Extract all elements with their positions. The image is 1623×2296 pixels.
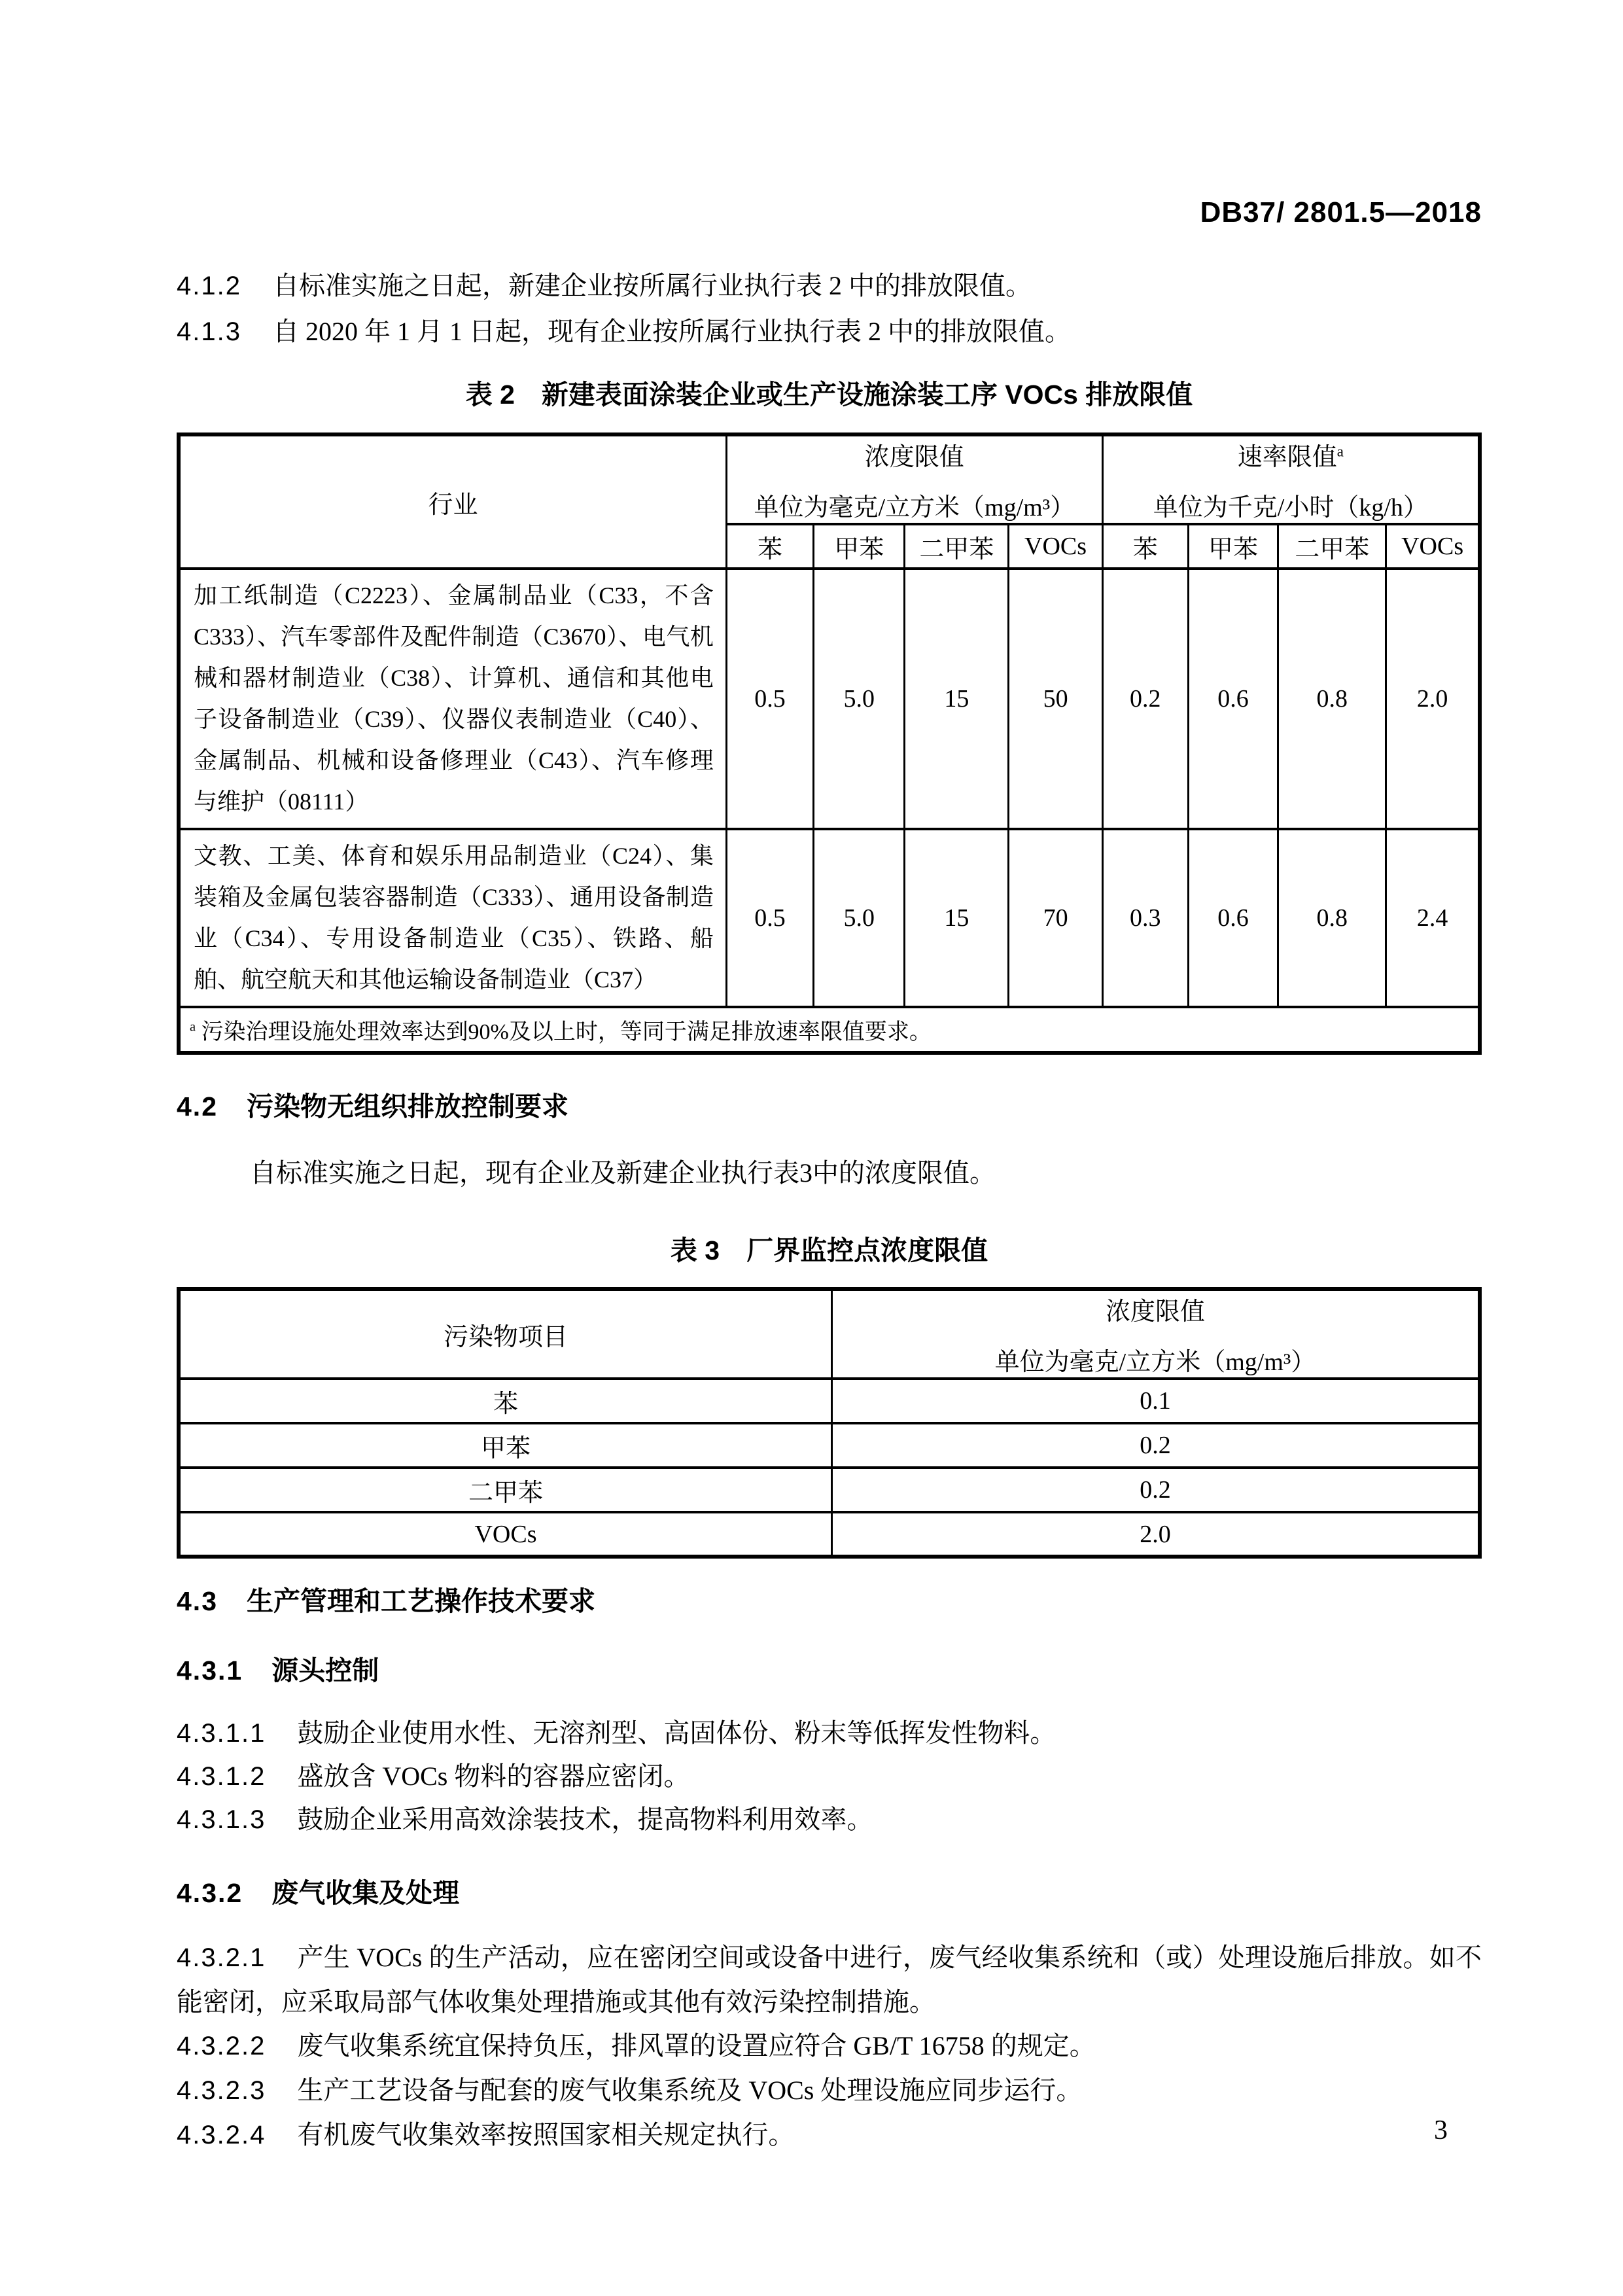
pollutant-cell: 甲苯: [179, 1423, 831, 1468]
column-header: VOCs: [1386, 524, 1480, 569]
clause-text: 盛放含 VOCs 物料的容器应密闭。: [297, 1761, 690, 1791]
table-2-rate-header: [1102, 434, 1480, 524]
table-3-header-row: [179, 1289, 1480, 1379]
column-header: 甲苯: [1188, 524, 1278, 569]
clause-number: 4.1.2: [177, 272, 241, 300]
section-title: 生产管理和工艺操作技术要求: [247, 1586, 595, 1616]
table-2: [177, 433, 1482, 1055]
table-2-industry-header: 行业: [179, 434, 726, 569]
rate-title: 速率限值$^a$: [1237, 443, 1344, 471]
clause-4-3-2-1: [177, 1935, 1482, 2024]
value-cell: 0.1: [831, 1379, 1480, 1423]
section-title: 废气收集及处理: [271, 1878, 460, 1908]
table-2-footnote: [179, 1007, 1480, 1053]
table-row: [179, 1468, 1480, 1512]
clause-number: 4.3.2.4: [177, 2121, 266, 2149]
value-cell: 0.6: [1188, 829, 1278, 1007]
section-number: 4.3.1: [177, 1655, 243, 1686]
column-header: VOCs: [1009, 524, 1102, 569]
table-row: [179, 829, 1480, 1007]
clause-4-1-3: [177, 309, 1482, 355]
value-cell: 0.8: [1278, 829, 1386, 1007]
table-row: [179, 569, 1480, 829]
table-row: [179, 1379, 1480, 1423]
clause-text: 有机废气收集效率按照国家相关规定执行。: [297, 2120, 795, 2149]
limit-title: 浓度限值: [1105, 1298, 1205, 1326]
clause-text: 鼓励企业采用高效涂装技术，提高物料利用效率。: [297, 1805, 873, 1834]
rate-footnote-mark: a: [1336, 443, 1344, 460]
section-number: 4.3.2: [177, 1878, 243, 1908]
table-row: [179, 1512, 1480, 1557]
clause-number: 4.1.3: [177, 317, 241, 346]
value-cell: 0.2: [831, 1468, 1480, 1512]
value-cell: 15: [905, 829, 1009, 1007]
column-header: 苯: [726, 524, 813, 569]
clause-text: 生产工艺设备与配套的废气收集系统及 VOCs 处理设施应同步运行。: [297, 2075, 1083, 2105]
section-number: 4.3: [177, 1586, 218, 1616]
clause-4-3-2-2: [177, 2024, 1482, 2068]
limit-column-header: [831, 1289, 1480, 1379]
industry-cell: 文教、工美、体育和娱乐用品制造业（C24）、集装箱及金属包装容器制造（C333）、通用设备制造业（C34）、专用设备制造业（C35）、铁路、船舶、航空航天和其他运输设备制造业（C37）: [179, 829, 726, 1007]
value-cell: 15: [905, 569, 1009, 829]
clause-4-3-1-2: [177, 1755, 1482, 1798]
table-3-caption: 表 3 厂界监控点浓度限值: [670, 1235, 988, 1265]
pollutant-cell: 二甲苯: [179, 1468, 831, 1512]
standard-number: DB37/ 2801.5—2018: [1200, 196, 1482, 228]
clause-number: 4.3.1.1: [177, 1719, 266, 1748]
column-header: 二甲苯: [1278, 524, 1386, 569]
clause-number: 4.3.2.2: [177, 2032, 266, 2060]
value-cell: 50: [1009, 569, 1102, 829]
clause-text: 鼓励企业使用水性、无溶剂型、高固体份、粉末等低挥发性物料。: [297, 1718, 1056, 1748]
clause-number: 4.3.2.3: [177, 2076, 266, 2105]
table-2-group-header-row: [179, 434, 1480, 524]
value-cell: 0.6: [1188, 569, 1278, 829]
clause-text: 废气收集系统宜保持负压，排风罩的设置应符合 GB/T 16758 的规定。: [297, 2031, 1096, 2060]
pollutant-cell: 苯: [179, 1379, 831, 1423]
value-cell: 70: [1009, 829, 1102, 1007]
value-cell: 0.5: [726, 569, 813, 829]
concentration-title: 浓度限值: [864, 444, 964, 471]
value-cell: 5.0: [814, 829, 905, 1007]
value-cell: 0.2: [831, 1423, 1480, 1468]
clause-number: 4.3.1.2: [177, 1762, 266, 1791]
value-cell: 0.3: [1102, 829, 1188, 1007]
table-2-caption: 表 2 新建表面涂装企业或生产设施涂装工序 VOCs 排放限值: [465, 380, 1193, 410]
section-4-2-paragraph: 自标准实施之日起，现有企业及新建企业执行表3中的浓度限值。: [250, 1158, 996, 1188]
section-4-2-heading: [177, 1089, 1482, 1124]
clause-4-1-2: [177, 263, 1482, 309]
column-header: 二甲苯: [905, 524, 1009, 569]
limit-unit: 单位为毫克/立方米（mg/m³）: [994, 1349, 1316, 1376]
clause-4-3-1-1: [177, 1712, 1482, 1755]
column-header: 苯: [1102, 524, 1188, 569]
footnote-text: 污染治理设施处理效率达到90%及以上时，等同于满足排放速率限值要求。: [201, 1020, 932, 1044]
table-2-concentration-header: [726, 434, 1102, 524]
pollutant-cell: VOCs: [179, 1512, 831, 1557]
page-number: 3: [1434, 2115, 1448, 2146]
table-3: [177, 1287, 1482, 1559]
value-cell: 2.0: [1386, 569, 1480, 829]
section-title: 污染物无组织排放控制要求: [247, 1091, 568, 1122]
concentration-unit: 单位为毫克/立方米（mg/m³）: [754, 494, 1075, 521]
section-4-3-2-heading: [177, 1875, 1482, 1911]
column-header: 甲苯: [814, 524, 905, 569]
clause-number: 4.3.1.3: [177, 1805, 266, 1834]
clause-4-3-2-3: [177, 2068, 1482, 2113]
rate-unit: 单位为千克/小时（kg/h）: [1153, 494, 1428, 521]
value-cell: 5.0: [814, 569, 905, 829]
clauses-4-3-1: [177, 1712, 1482, 1841]
value-cell: 0.5: [726, 829, 813, 1007]
clause-text: 自 2020 年 1 月 1 日起，现有企业按所属行业执行表 2 中的排放限值。: [272, 317, 1071, 346]
footnote-mark: a: [190, 1019, 196, 1034]
clause-4-3-1-3: [177, 1798, 1482, 1841]
table-2-footnote-row: [179, 1007, 1480, 1053]
value-cell: 2.0: [831, 1512, 1480, 1557]
pollutant-column-header: 污染物项目: [179, 1289, 831, 1379]
value-cell: 0.2: [1102, 569, 1188, 829]
clauses-4-3-2: [177, 1935, 1482, 2157]
value-cell: 0.8: [1278, 569, 1386, 829]
table-row: [179, 1423, 1480, 1468]
value-cell: 2.4: [1386, 829, 1480, 1007]
clause-text: 产生 VOCs 的生产活动，应在密闭空间或设备中进行，废气经收集系统和（或）处理设施后排放。如不能密闭，应采取局部气体收集处理措施或其他有效污染控制措施。: [177, 1943, 1482, 2017]
section-4-3-1-heading: [177, 1653, 1482, 1688]
clause-number: 4.3.2.1: [177, 1943, 266, 1972]
clauses-4-1: [177, 263, 1482, 355]
clause-4-3-2-4: [177, 2113, 1482, 2157]
section-4-3-heading: [177, 1583, 1482, 1619]
industry-cell: 加工纸制造（C2223）、金属制品业（C33，不含C333）、汽车零部件及配件制造（C3670）、电气机械和器材制造业（C38）、计算机、通信和其他电子设备制造业（C39）、仪器仪表制造业（C40）、金属制品、机械和设备修理业（C43）、汽车修理与维护（08111）: [179, 569, 726, 829]
clause-text: 自标准实施之日起，新建企业按所属行业执行表 2 中的排放限值。: [272, 271, 1032, 300]
section-number: 4.2: [177, 1091, 218, 1122]
section-title: 源头控制: [271, 1655, 379, 1686]
